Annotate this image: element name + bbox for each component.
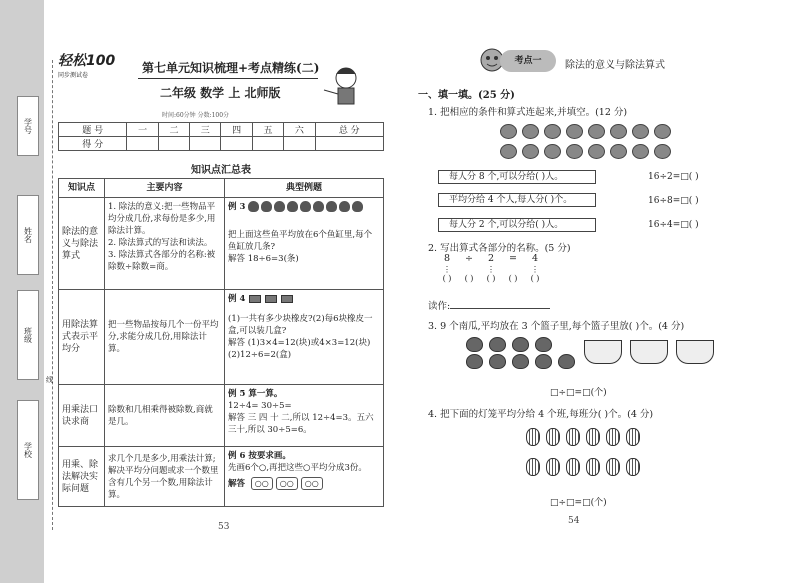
pumpkin-icon [512, 354, 529, 369]
example-answer: 解答 18÷6=3(条) [228, 254, 299, 264]
tomato-icon [522, 124, 539, 139]
condition-option[interactable]: 平均分给 4 个人,每人分( )个。 [438, 193, 596, 207]
knowledge-point: 用乘法口诀求商 [59, 385, 105, 447]
school-label: 学校 [23, 442, 33, 458]
score-input-cell[interactable] [252, 137, 283, 151]
circle-group: ○○ [251, 477, 273, 490]
lantern-icon [546, 458, 560, 476]
summary-header-cell: 典型例题 [225, 179, 384, 198]
pumpkin-icon [535, 354, 552, 369]
content-line: 3. 除法算式各部分的名称:被除数÷除数=商。 [108, 250, 216, 272]
pumpkin-icon [489, 337, 506, 352]
summary-row [59, 447, 384, 507]
example-text: 12÷4= 30÷5= [228, 401, 292, 411]
tomato-icon [654, 144, 671, 159]
school-field[interactable] [17, 400, 39, 500]
main-content [105, 198, 225, 290]
equation-option[interactable]: 16÷4=□( ) [648, 220, 699, 230]
score-header-cell: 四 [221, 123, 252, 137]
pumpkin-icon [489, 354, 506, 369]
example-text: 先画6个○,再把这些○平均分成3份。 [228, 463, 367, 473]
answer-formula[interactable]: □÷□=□(个) [550, 388, 607, 398]
score-header-cell: 总 分 [315, 123, 383, 137]
example-answer: 解答 (1)3×4=12(块)或4×3=12(块) (2)12÷6=2(盒) [228, 338, 371, 360]
question-2-text: 2. 写出算式各部分的名称。(5 分) [428, 243, 571, 254]
tomato-icon [588, 124, 605, 139]
pumpkin-icon [466, 354, 483, 369]
pumpkin-icon [558, 354, 575, 369]
tomato-icon [566, 124, 583, 139]
fish-icon [261, 201, 272, 212]
example-cell [225, 198, 384, 290]
division-sign: ÷ [465, 253, 473, 264]
tomato-icon [500, 144, 517, 159]
tomato-icon [654, 124, 671, 139]
name-label: 姓名 [23, 227, 33, 243]
tomato-icon [544, 144, 561, 159]
basket-icon [630, 340, 668, 364]
score-input-cell[interactable] [315, 137, 383, 151]
pumpkin-icon [535, 337, 552, 352]
summary-header-cell: 主要内容 [105, 179, 225, 198]
question-4-text: 4. 把下面的灯笼平均分给 4 个班,每班分( )个。(4 分) [428, 409, 654, 420]
score-header-cell: 题 号 [59, 123, 127, 137]
condition-option[interactable]: 每人分 2 个,可以分给( )人。 [438, 218, 596, 232]
eraser-icon-group [248, 294, 294, 304]
lantern-icon [546, 428, 560, 446]
logo-text: 轻松100 [58, 53, 116, 69]
lantern-icon [566, 428, 580, 446]
cut-line [52, 60, 53, 530]
fish-icon [352, 201, 363, 212]
fish-icon [339, 201, 350, 212]
example-title: 例 3 [228, 202, 246, 212]
quotient: 4 [531, 253, 539, 264]
equation-option[interactable]: 16÷2=□( ) [648, 172, 699, 182]
example-answer: 解答 三 四 十 二,所以 12÷4=3。五六三十,所以 30÷5=6。 [228, 413, 374, 435]
tomato-icon [610, 124, 627, 139]
lantern-icon [626, 458, 640, 476]
eraser-icon [281, 295, 293, 303]
unit-title: 第七单元知识梳理+考点精练(二) [142, 61, 320, 75]
question-1-text: 1. 把相应的条件和算式连起来,并填空。(12 分) [428, 107, 628, 118]
score-header-cell: 三 [190, 123, 221, 137]
eraser-icon [249, 295, 261, 303]
student-number-field[interactable] [17, 96, 39, 156]
score-input-cell[interactable] [190, 137, 221, 151]
cut-line-label: 线 [46, 376, 53, 384]
tomato-icon [500, 124, 517, 139]
score-row-label: 得 分 [59, 137, 127, 151]
knowledge-point: 用除法算式表示平均分 [59, 290, 105, 385]
read-as-label: 读作: [428, 301, 451, 312]
score-header-cell: 一 [127, 123, 158, 137]
score-table [58, 122, 384, 151]
knowledge-point: 除法的意义与除法算式 [59, 198, 105, 290]
tomato-icon [632, 124, 649, 139]
basket-icon [584, 340, 622, 364]
fish-icon [313, 201, 324, 212]
score-input-cell[interactable] [127, 137, 158, 151]
tomato-icon [610, 144, 627, 159]
dividend: 8 [443, 253, 451, 264]
eraser-icon [265, 295, 277, 303]
example-text: (1)一共有多少块橡皮?(2)每6块橡皮一盒,可以装几盒? [228, 314, 373, 336]
example-title: 例 4 [228, 294, 246, 304]
title-divider [138, 78, 318, 79]
content-line: 除数和几相乘得被除数,商就是几。 [108, 404, 213, 427]
fish-icon [287, 201, 298, 212]
main-content [105, 385, 225, 447]
fish-icon [326, 201, 337, 212]
tomato-icon [544, 124, 561, 139]
section-title: 一、填一填。(25 分) [418, 90, 515, 101]
binding-sidebar [0, 0, 44, 583]
lantern-icon [566, 458, 580, 476]
fish-icon-group [248, 201, 363, 212]
tomato-icon [588, 144, 605, 159]
student-number-label: 学号 [23, 118, 33, 134]
circle-group: ○○ [276, 477, 298, 490]
content-line: 求几个几是多少,用乘法计算;解决平均分问题或求一个数里含有几个另一个数,用除法计算。 [108, 453, 219, 500]
summary-row [59, 198, 384, 290]
time-score-info: 时间:60分钟 分数:100分 [162, 112, 230, 119]
pumpkin-icon [466, 337, 483, 352]
content-line: 2. 除法算式的写法和读法。 [108, 238, 213, 248]
example-text: 把上面这些鱼平均放在6个鱼缸里,每个鱼缸放几条? [228, 230, 373, 252]
lantern-icon [606, 428, 620, 446]
main-content [105, 447, 225, 507]
summary-table [58, 178, 384, 507]
tomato-icon [522, 144, 539, 159]
example-cell [225, 385, 384, 447]
summary-row [59, 290, 384, 385]
page-number-right: 54 [568, 516, 580, 526]
lantern-icon [606, 458, 620, 476]
score-header-cell: 二 [158, 123, 189, 137]
main-content [105, 290, 225, 385]
score-header-cell: 六 [284, 123, 315, 137]
division-expression: 8 ÷ 2 = 4 ⋮ ⋮ ⋮ ( ) ( ) ( ) ( ) ( ) [436, 253, 546, 283]
class-field[interactable] [17, 290, 39, 380]
answer-formula[interactable]: □÷□=□(个) [550, 498, 607, 508]
lantern-icon [526, 458, 540, 476]
name-field[interactable] [17, 195, 39, 275]
lantern-icon [526, 428, 540, 446]
equals-sign: = [509, 253, 517, 264]
content-line: 把一些物品按每几个一份平均分,求能分成几份,用除法计算。 [108, 320, 219, 354]
example-title: 例 6 按要求画。 [228, 451, 291, 461]
page-number-left: 53 [218, 522, 230, 532]
content-line: 1. 除法的意义:把一些物品平均分成几份,求每份是多少,用除法计算。 [108, 202, 216, 236]
series-logo [58, 50, 138, 79]
example-answer: 解答 [228, 479, 246, 489]
condition-option[interactable]: 每人分 8 个,可以分给( )人。 [438, 170, 596, 184]
divisor: 2 [487, 253, 495, 264]
example-cell [225, 447, 384, 507]
fish-icon [300, 201, 311, 212]
question-3-text: 3. 9 个南瓜,平均放在 3 个篮子里,每个篮子里放( )个。(4 分) [428, 321, 685, 332]
grade-subtitle: 二年级 数学 上 北师版 [160, 86, 281, 100]
summary-header-cell: 知识点 [59, 179, 105, 198]
lantern-icon [626, 428, 640, 446]
lantern-icon [586, 458, 600, 476]
logo-subtext: 同步测试卷 [58, 72, 89, 79]
tomato-icon [632, 144, 649, 159]
score-input-cell[interactable] [158, 137, 189, 151]
equation-option[interactable]: 16÷8=□( ) [648, 196, 699, 206]
topic-title: 除法的意义与除法算式 [565, 60, 665, 71]
score-input-cell[interactable] [221, 137, 252, 151]
basket-icon [676, 340, 714, 364]
fish-icon [248, 201, 259, 212]
score-header-cell: 五 [252, 123, 283, 137]
knowledge-point: 用乘、除法解决实际问题 [59, 447, 105, 507]
example-title: 例 5 算一算。 [228, 389, 283, 399]
read-as-field[interactable] [428, 298, 550, 312]
tomato-icon [566, 144, 583, 159]
lantern-icon [586, 428, 600, 446]
circle-group: ○○ [301, 477, 323, 490]
summary-row [59, 385, 384, 447]
cartoon-boy-icon [320, 60, 372, 110]
pumpkin-icon [512, 337, 529, 352]
fish-icon [274, 201, 285, 212]
score-input-cell[interactable] [284, 137, 315, 151]
class-label: 班级 [23, 327, 33, 343]
example-cell [225, 290, 384, 385]
topic-badge: 考点一 [500, 50, 556, 72]
summary-title: 知识点汇总表 [191, 165, 251, 176]
